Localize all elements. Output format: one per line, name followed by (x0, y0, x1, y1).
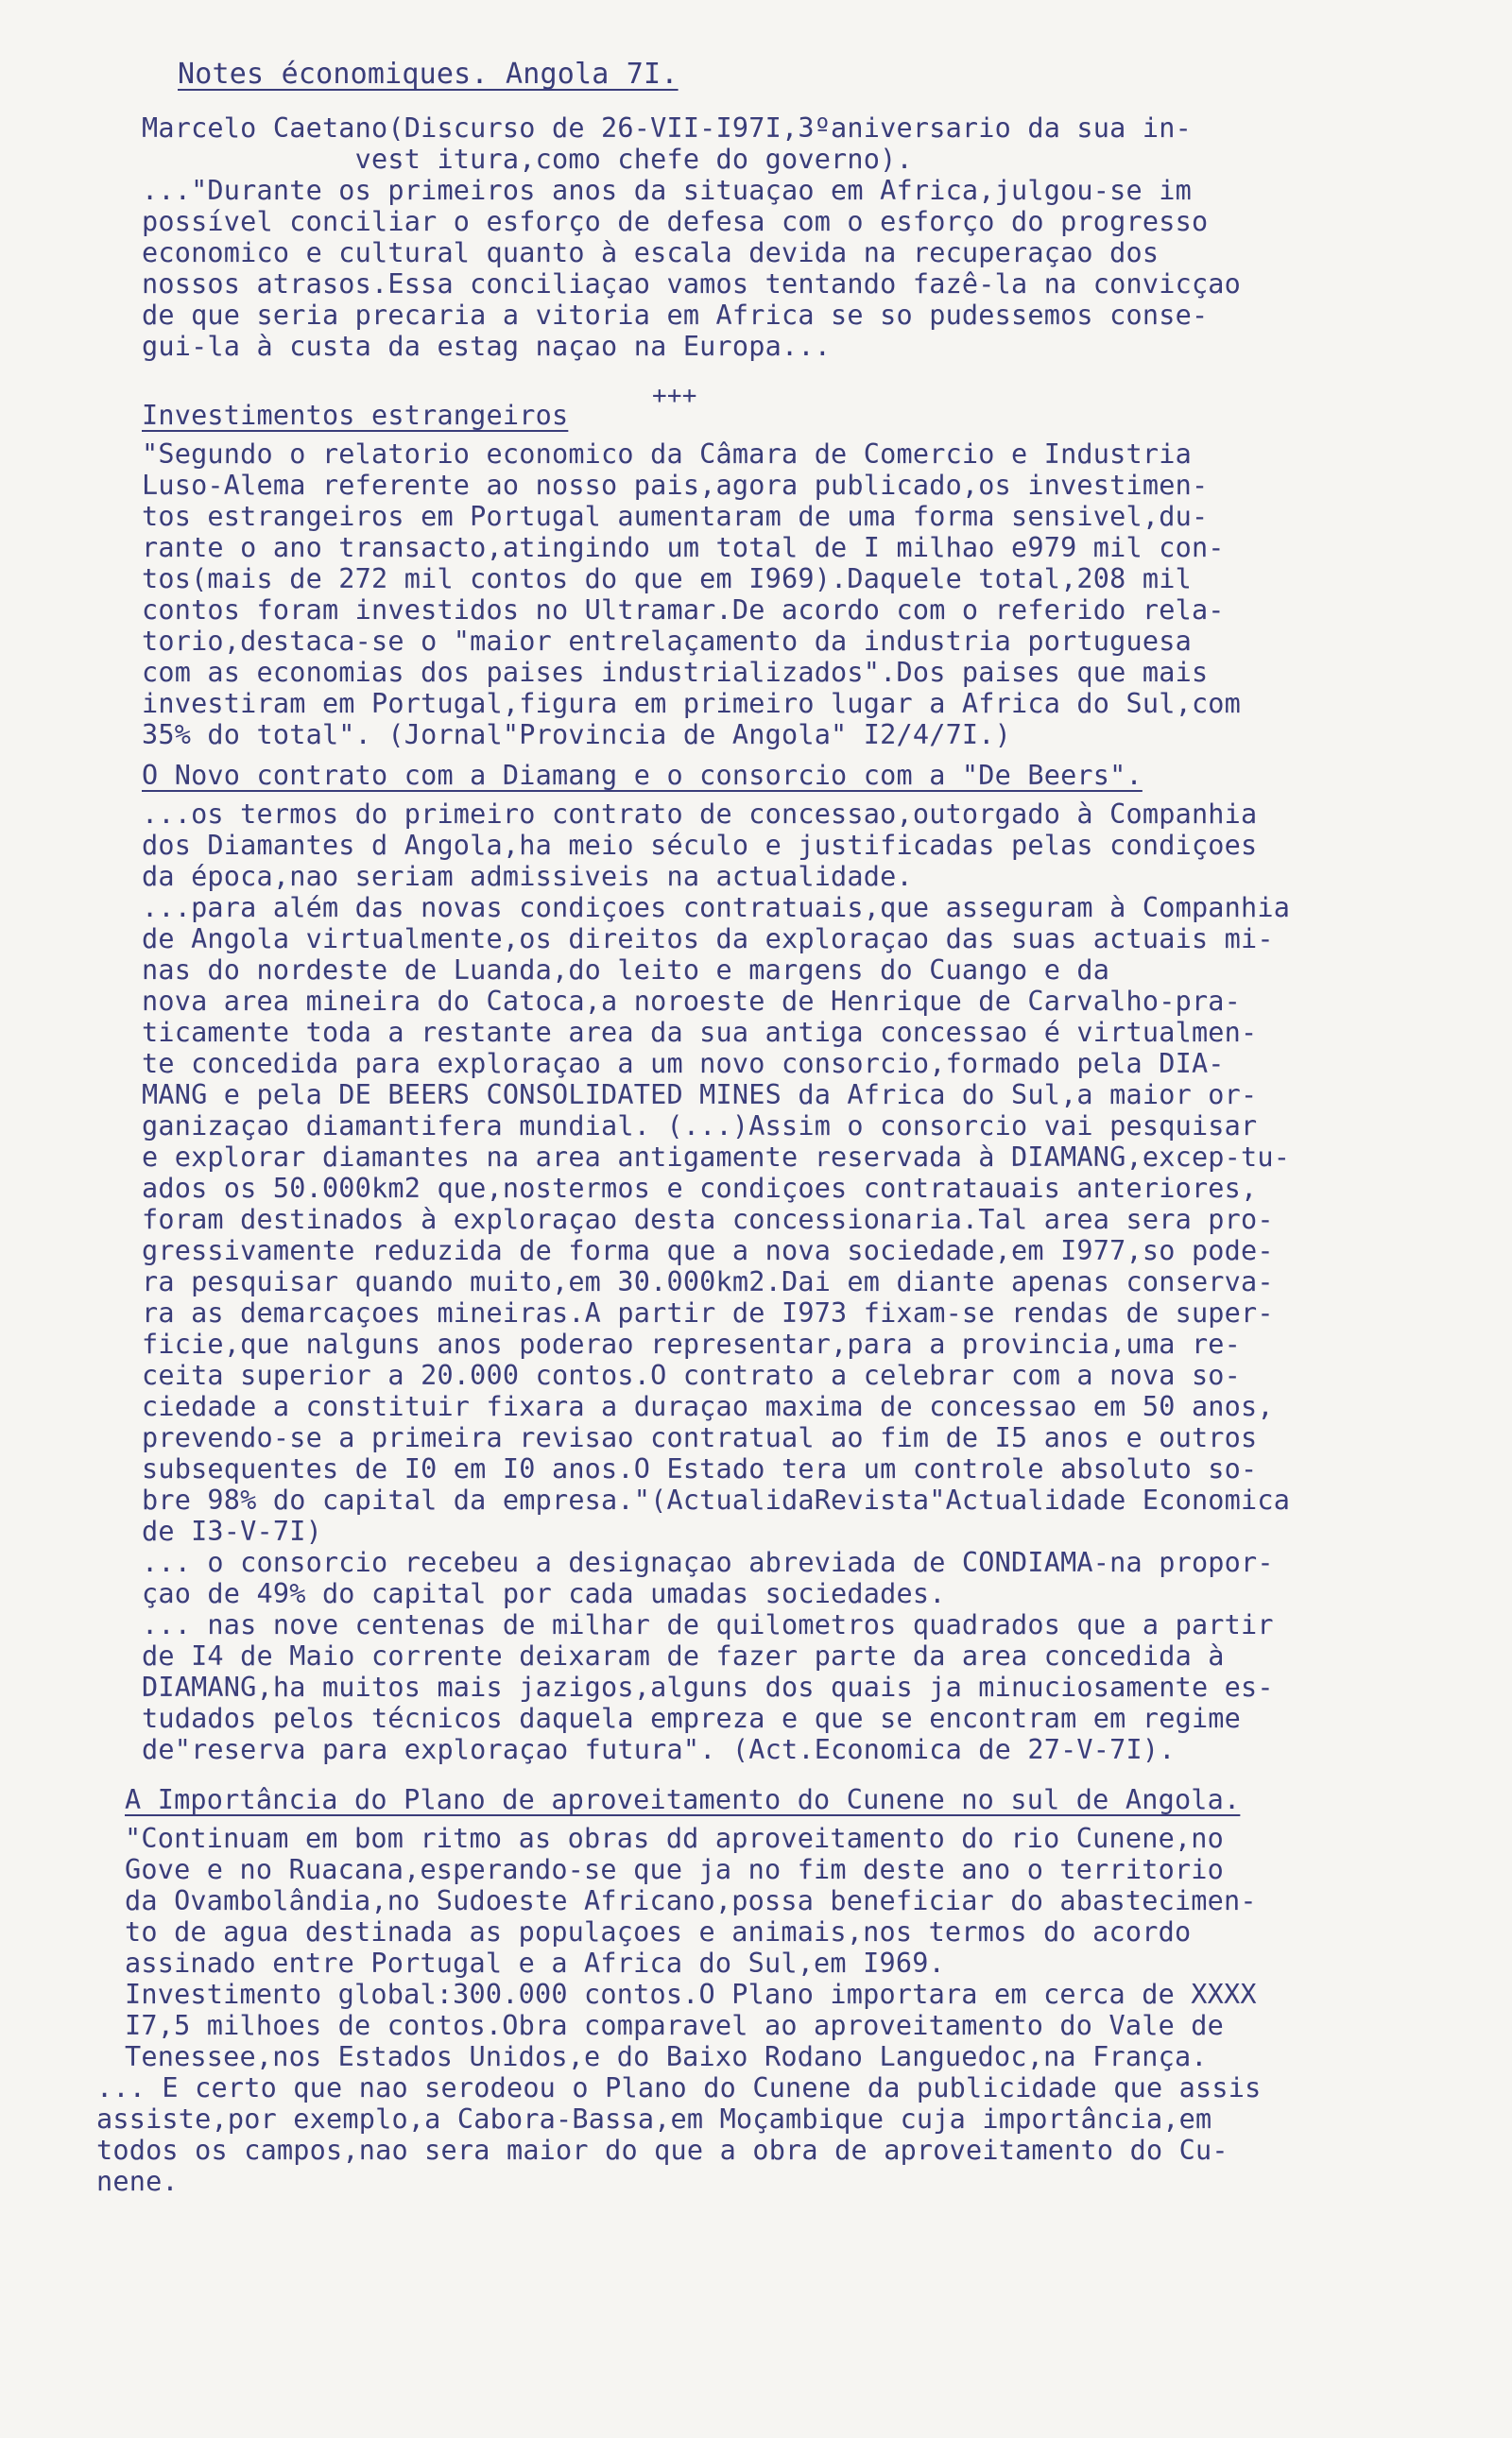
section-body (142, 798, 1484, 1765)
text-line: ra pesquisar quando muito,em 30.000km2.Dai em diante apenas conserva- (142, 1266, 1274, 1297)
text-line: ciedade a constituir fixara a duraçao maxima de concessao em 50 anos, (142, 1391, 1274, 1422)
text-line: ceita superior a 20.000 contos.O contrato a celebrar com a nova so- (142, 1360, 1242, 1391)
text-line: de Angola virtualmente,os direitos da exploraçao das suas actuais mi- (142, 923, 1274, 954)
text-line: ticamente toda a restante area da sua antiga concessao é virtualmen- (142, 1017, 1258, 1048)
section-diamang-contract (142, 760, 1484, 1765)
text-line: ra as demarcaçoes mineiras.A partir de I973 fixam-se rendas de super- (142, 1297, 1274, 1329)
text-line: "Continuam em bom ritmo as obras dd aproveitamento do rio Cunene,no (125, 1823, 1225, 1854)
section-caetano-speech (142, 112, 1484, 362)
text-line: dos Diamantes d Angola,ha meio século e justificadas pelas condiçoes (142, 830, 1258, 861)
text-line: com as economias dos paises industrializados".Dos paises que mais (142, 657, 1209, 688)
text-line: te concedida para exploraçao a um novo consorcio,formado pela DIA- (142, 1048, 1225, 1079)
section-heading: Investimentos estrangeiros (142, 400, 569, 431)
text-line: tudados pelos técnicos daquela empreza e que se encontram em regime (142, 1703, 1242, 1734)
text-line: assinado entre Portugal e a Africa do Sul,em I969. (125, 1948, 945, 1979)
section-heading: A Importância do Plano de aproveitamento do Cunene no sul de Angola. (125, 1784, 1241, 1815)
text-line: torio,destaca-se o "maior entrelaçamento da industria portuguesa (142, 626, 1192, 657)
text-line: assiste,por exemplo,a Cabora-Bassa,em Moçambique cuja importância,em (96, 2103, 1212, 2135)
document-title: Notes économiques. Angola 7I. (178, 58, 679, 91)
text-line: nas do nordeste de Luanda,do leito e margens do Cuango e da (142, 954, 1110, 986)
text-line: de I3-V-7I) (142, 1516, 322, 1547)
text-line: 35% do total". (Jornal"Provincia de Angola" I2/4/7I.) (142, 719, 1011, 750)
text-line: Tenessee,nos Estados Unidos,e do Baixo Rodano Languedoc,na França. (125, 2041, 1208, 2072)
text-line: foram destinados à exploraçao desta concessionaria.Tal area sera pro- (142, 1204, 1274, 1235)
text-line: da época,nao seriam admissiveis na actualidade. (142, 861, 913, 892)
text-line: ... o consorcio recebeu a designaçao abreviada de CONDIAMA-na propor- (142, 1547, 1274, 1578)
section-heading-wrap (142, 760, 1484, 791)
text-line: Luso-Alema referente ao nosso pais,agora publicado,os investimen- (142, 470, 1209, 501)
section-cunene-plan (96, 1784, 1484, 2197)
text-line: I7,5 milhoes de contos.Obra comparavel ao aproveitamento do Vale de (125, 2010, 1225, 2041)
text-line: ...para além das novas condiçoes contratuais,que asseguram à Companhia (142, 892, 1291, 923)
text-line: çao de 49% do capital por cada umadas sociedades. (142, 1578, 946, 1609)
text-line: da Ovambolândia,no Sudoeste Africano,possa beneficiar do abastecimen- (125, 1885, 1257, 1916)
text-line: ...os termos do primeiro contrato de concessao,outorgado à Companhia (142, 798, 1258, 830)
text-line: ..."Durante os primeiros anos da situaçao em Africa,julgou-se im (142, 175, 1192, 206)
text-line: de que seria precaria a vitoria em Africa se so pudessemos conse- (142, 300, 1209, 331)
text-line: tos estrangeiros em Portugal aumentaram de uma forma sensivel,du- (142, 501, 1209, 532)
text-line: to de agua destinada as populaçoes e animais,nos termos do acordo (125, 1916, 1192, 1948)
typewritten-document (96, 58, 1484, 2197)
section-body (96, 1823, 1484, 2197)
text-line: MANG e pela DE BEERS CONSOLIDATED MINES da Africa do Sul,a maior or- (142, 1079, 1258, 1110)
text-line: de I4 de Maio corrente deixaram de fazer parte da area concedida à (142, 1640, 1225, 1672)
section-body (142, 438, 1484, 750)
text-line: DIAMANG,ha muitos mais jazigos,alguns dos quais ja minuciosamente es- (142, 1672, 1274, 1703)
text-line: vest itura,como chefe do governo). (142, 144, 913, 175)
text-line: possível conciliar o esforço de defesa com o esforço do progresso (142, 206, 1209, 237)
section-heading: O Novo contrato com a Diamang e o consorcio com a "De Beers". (142, 760, 1143, 791)
text-line: gui-la à custa da estag naçao na Europa... (142, 331, 832, 362)
text-line: economico e cultural quanto à escala devida na recuperaçao dos (142, 237, 1160, 268)
text-line: Gove e no Ruacana,esperando-se que ja no fim deste ano o territorio (125, 1854, 1225, 1885)
section-heading-wrap (142, 382, 1484, 431)
text-line: ganizaçao diamantifera mundial. (...)Assim o consorcio vai pesquisar (142, 1110, 1258, 1142)
text-line: investiram em Portugal,figura em primeiro lugar a Africa do Sul,com (142, 688, 1242, 719)
text-line: "Segundo o relatorio economico da Câmara de Comercio e Industria (142, 438, 1192, 470)
text-line: contos foram investidos no Ultramar.De acordo com o referido rela- (142, 594, 1225, 626)
text-line: Investimento global:300.000 contos.O Plano importara em cerca de XXXX (125, 1979, 1257, 2010)
section-body (142, 112, 1484, 362)
separator-mark: +++ (652, 382, 697, 410)
text-line: e explorar diamantes na area antigamente reservada à DIAMANG,excep-tu- (142, 1142, 1291, 1173)
text-line: Marcelo Caetano(Discurso de 26-VII-I97I,3ºaniversario da sua in- (142, 112, 1192, 144)
text-line: de"reserva para exploraçao futura". (Act.Economica de 27-V-7I). (142, 1734, 1176, 1765)
text-line: bre 98% do capital da empresa."(ActualidaRevista"Actualidade Economica (142, 1485, 1291, 1516)
text-line: ... E certo que nao serodeou o Plano do Cunene da publicidade que assis (96, 2072, 1262, 2103)
text-line: ficie,que nalguns anos poderao representar,para a provincia,uma re- (142, 1329, 1242, 1360)
text-line: gressivamente reduzida de forma que a nova sociedade,em I977,so pode- (142, 1235, 1274, 1266)
text-line: nossos atrasos.Essa conciliaçao vamos tentando fazê-la na convicçao (142, 268, 1242, 300)
text-line: nova area mineira do Catoca,a noroeste de Henrique de Carvalho-pra- (142, 986, 1242, 1017)
text-line: ... nas nove centenas de milhar de quilometros quadrados que a partir (142, 1609, 1274, 1640)
text-line: subsequentes de I0 em I0 anos.O Estado tera um controle absoluto so- (142, 1453, 1258, 1485)
section-foreign-investment (142, 382, 1484, 750)
text-line: todos os campos,nao sera maior do que a obra de aproveitamento do Cu- (96, 2135, 1228, 2166)
text-line: tos(mais de 272 mil contos do que em I969).Daquele total,208 mil (142, 563, 1192, 594)
text-line: ados os 50.000km2 que,nostermos e condiçoes contratauais anteriores, (142, 1173, 1258, 1204)
text-line: prevendo-se a primeira revisao contratual ao fim de I5 anos e outros (142, 1422, 1258, 1453)
section-heading-wrap (125, 1784, 1484, 1815)
text-line: rante o ano transacto,atingindo um total de I milhao e979 mil con- (142, 532, 1225, 563)
text-line: nene. (96, 2166, 179, 2197)
